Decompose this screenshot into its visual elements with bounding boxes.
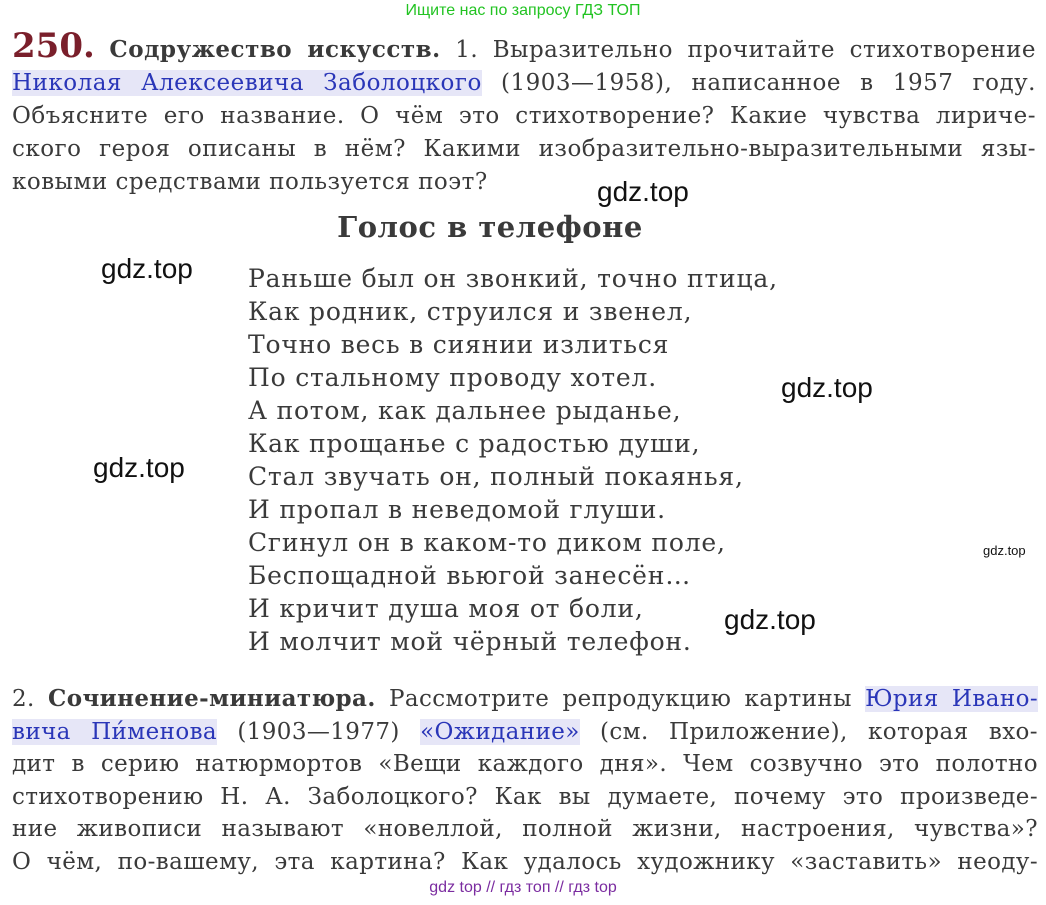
task-1-number: 1. xyxy=(455,37,479,63)
exercise-line-4: ского героя описаны в нём? Какими изобразительно-выразительными язы- xyxy=(12,136,1036,162)
poem-line: Как родник, струился и звенел, xyxy=(248,297,693,326)
poem-line: И кричит душа моя от боли, xyxy=(248,594,644,623)
poem-body xyxy=(248,262,778,658)
author-link[interactable]: Николая Алексеевича Заболоцкого xyxy=(12,70,482,96)
task-2-line-2-text: (см. Приложение), которая вхо- xyxy=(600,718,1038,745)
poem-line: Беспощадной вьюгой занесён… xyxy=(248,561,692,590)
exercise-number: 250. xyxy=(12,26,95,66)
exercise-title: Содружество искусств. xyxy=(109,36,441,63)
exercise-line-2-text: (1903—1958), написанное в 1957 году. xyxy=(501,70,1036,96)
bottom-banner[interactable]: gdz top // гдз топ // гдз top xyxy=(429,879,617,896)
watermark: gdz.top xyxy=(93,452,185,483)
poem-line: По стальному проводу хотел. xyxy=(248,363,657,392)
poem-line: Сгинул он в каком-то диком поле, xyxy=(248,528,726,557)
poem-line: Раньше был он звонкий, точно птица, xyxy=(248,264,778,293)
watermark: gdz.top xyxy=(781,372,873,403)
watermark: gdz.top xyxy=(101,253,193,284)
exercise-line-1 xyxy=(12,26,1037,67)
exercise-250-intro xyxy=(12,26,1037,199)
poem-line: И пропал в неведомой глуши. xyxy=(248,495,666,524)
task-2-line-1 xyxy=(12,683,1038,716)
painting-link[interactable]: «Ожидание» xyxy=(420,718,580,745)
watermark: gdz.top xyxy=(983,543,1026,558)
exercise-line-5: ковыми средствами пользуется поэт? xyxy=(12,169,488,195)
poem-title: Голос в телефоне xyxy=(337,210,643,244)
exercise-line-1-text: Выразительно прочитайте стихотворение xyxy=(492,37,1037,63)
poem-line: И молчит мой чёрный телефон. xyxy=(248,627,692,656)
painter-link-continued[interactable]: вича Пи́менова xyxy=(12,718,218,745)
top-banner[interactable]: Ищите нас по запросу ГДЗ ТОП xyxy=(405,2,641,19)
task-2 xyxy=(12,683,1038,878)
task-2-line-5: ние живописи называют «новеллой, полной жизни, настроения, чувства»? xyxy=(12,816,1038,842)
painter-link[interactable]: Юрия Ивано- xyxy=(865,686,1038,712)
task-2-number: 2. xyxy=(12,686,35,712)
watermark: gdz.top xyxy=(724,604,816,635)
task-2-title: Сочинение-миниатюра. xyxy=(48,685,376,712)
poem-line: Как прощанье с радостью души, xyxy=(248,429,701,458)
poem-line: А потом, как дальнее рыданье, xyxy=(248,396,682,425)
task-2-line-3: дит в серию натюрмортов «Вещи каждого дня». Чем созвучно это полотно xyxy=(12,751,1038,777)
watermark: gdz.top xyxy=(597,176,689,207)
task-2-line-1-text: Рассмотрите репродукцию картины xyxy=(389,686,852,712)
exercise-line-2 xyxy=(12,67,1036,100)
poem-line: Точно весь в сиянии излиться xyxy=(248,330,670,359)
painter-years: (1903—1977) xyxy=(237,718,400,745)
task-2-line-6: О чём, по-вашему, эта картина? Как удалось художнику «заставить» неоду- xyxy=(12,848,1038,875)
poem-line: Стал звучать он, полный покаянья, xyxy=(248,462,744,491)
task-2-line-2 xyxy=(12,716,1038,749)
task-2-line-4: стихотворению Н. А. Заболоцкого? Как вы думаете, почему это произведе- xyxy=(12,783,1038,810)
exercise-line-3: Объясните его название. О чём это стихотворение? Какие чувства лириче- xyxy=(12,103,1036,129)
